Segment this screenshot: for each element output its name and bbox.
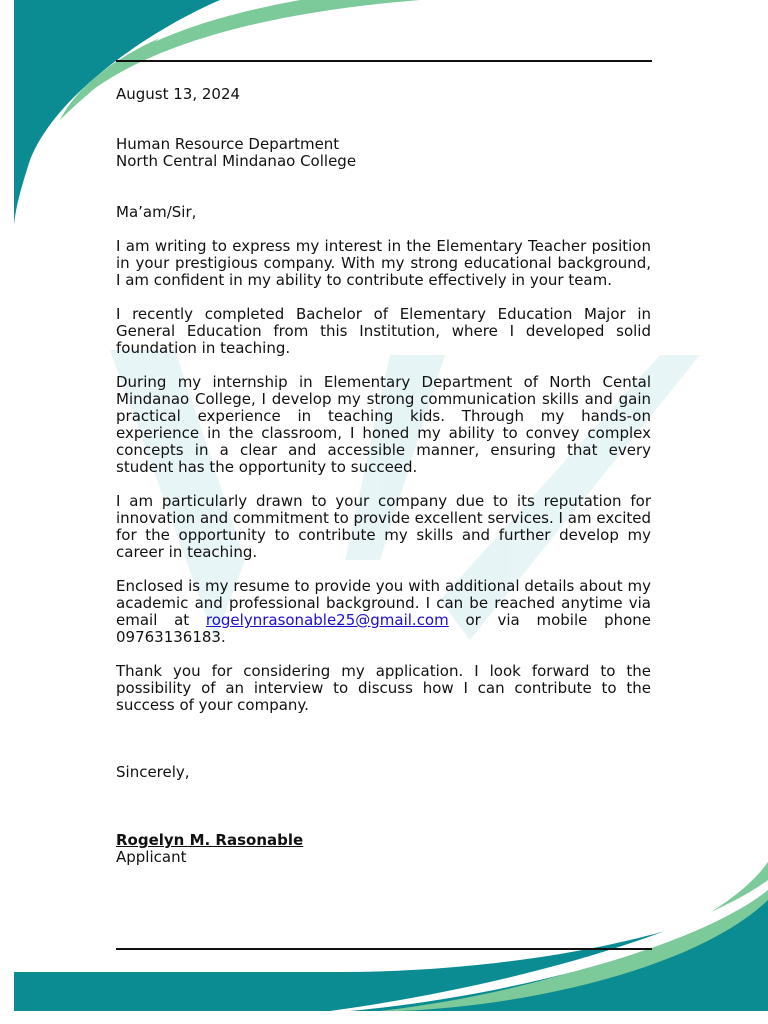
- paragraph-3: During my internship in Elementary Department of North Cental Mindanao College, I develop my strong communication skills and gain practical experience in teaching kids. Through my hands-on experience in the classroom, I honed my ability to convey complex concepts in a clear and accessible manner, ensuring that every student has the opportunity to succeed.: [116, 373, 651, 476]
- paragraph-6: Thank you for considering my application. I look forward to the possibility of an interview to discuss how I can contribute to the success of your company.: [116, 662, 651, 714]
- top-divider: [116, 60, 652, 62]
- salutation: Ma’am/Sir,: [116, 203, 197, 221]
- email-link[interactable]: rogelynrasonable25@gmail.com: [205, 611, 449, 629]
- recipient-department: Human Resource Department: [116, 135, 340, 153]
- letter-body: [116, 86, 651, 866]
- signer-name: Rogelyn M. Rasonable: [116, 831, 304, 849]
- closing: Sincerely,: [116, 763, 190, 781]
- recipient-organization: North Central Mindanao College: [116, 152, 357, 170]
- paragraph-1: I am writing to express my interest in the Elementary Teacher position in your prestigious company. With my strong educational background, I am confident in my ability to contribute effectively in your team.: [116, 237, 651, 289]
- paragraph-5-intro: Enclosed is my resume to provide you with additional details about my academic and professional background. I can be reached anytime via email at: [116, 577, 651, 629]
- signer-title: Applicant: [116, 848, 187, 866]
- paragraph-4: I am particularly drawn to your company due to its reputation for innovation and commitment to provide excellent services. I am excited for the opportunity to contribute my skills and further develop my career in teaching.: [116, 492, 651, 561]
- bottom-divider: [116, 948, 652, 950]
- paragraph-2: I recently completed Bachelor of Elementary Education Major in General Education from this Institution, where I developed solid foundation in teaching.: [116, 305, 651, 357]
- letter-date: August 13, 2024: [116, 85, 241, 103]
- paragraph-5-outro: or via mobile phone 09763136183.: [116, 611, 652, 646]
- paragraph-5: [116, 578, 651, 646]
